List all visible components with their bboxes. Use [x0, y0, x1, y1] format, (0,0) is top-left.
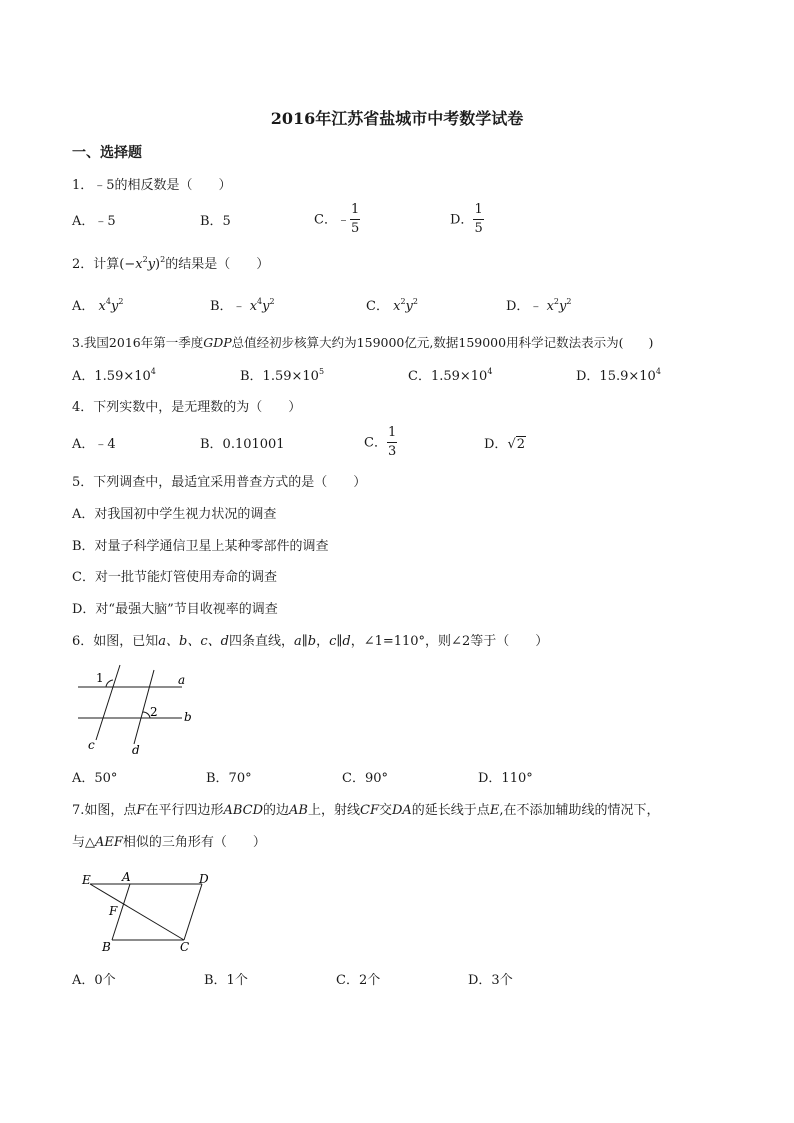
- q6-stem-suffix: ，∠1=110°，则∠2等于（ ）: [350, 634, 549, 649]
- text: 7.如图，点: [72, 803, 137, 818]
- text: 的延长线于点: [411, 803, 490, 818]
- var: AEF: [95, 835, 123, 850]
- exponent: 2: [412, 296, 418, 306]
- q1-option-b: B．5: [200, 214, 231, 229]
- var-y: y: [559, 299, 567, 314]
- q3-stem-suffix: 总值经初步核算大约为159000亿元,数据159000用科学记数法表示为( ): [231, 335, 654, 350]
- option-prefix: A．: [72, 299, 95, 314]
- side-cd: [184, 884, 202, 940]
- label-angle-1: 1: [96, 671, 104, 685]
- text: 的边: [263, 803, 290, 818]
- var-y: y: [262, 299, 270, 314]
- q3-option-c: [408, 366, 493, 384]
- q5-option-b: B．对量子科学通信卫星上某种零部件的调查: [72, 539, 329, 554]
- denominator: 3: [387, 443, 397, 459]
- var: DA: [391, 803, 412, 818]
- q6-stem-mid: 四条直线，: [228, 634, 294, 649]
- q2-stem-prefix: 2．计算: [72, 257, 120, 272]
- q6-option-d: D．110°: [478, 771, 533, 786]
- exponent: 4: [105, 296, 111, 306]
- q2-stem-suffix: 的结果是（ ）: [165, 257, 270, 272]
- question-6-stem: [72, 635, 548, 648]
- q1-option-d: [450, 203, 484, 237]
- q5-option-c: C．对一批节能灯管使用寿命的调查: [72, 570, 277, 585]
- sqrt-symbol: √2: [507, 437, 526, 452]
- section-heading: 一、选择题: [72, 145, 142, 161]
- label-d: D: [199, 872, 209, 886]
- exponent: 4: [655, 366, 661, 376]
- label-b: b: [184, 710, 192, 724]
- var-x: x: [98, 299, 106, 314]
- radicand: 2: [516, 437, 526, 452]
- q6-stem-prefix: 6．如图，已知: [72, 634, 159, 649]
- q6-vars: a、b、c、d: [158, 634, 229, 649]
- q2-expr-open: (−: [119, 257, 136, 272]
- denominator: 5: [474, 220, 483, 236]
- question-7-stem-line-1: [72, 804, 659, 817]
- var-x: x: [393, 299, 401, 314]
- label-d: d: [132, 743, 140, 757]
- q7-figure: [76, 868, 226, 958]
- text: 交: [378, 803, 392, 818]
- text: 在平行四边形: [145, 803, 224, 818]
- question-1-stem: 1．﹣5的相反数是（ ）: [72, 178, 232, 193]
- angle-2-arc: [143, 712, 150, 718]
- angle-1-arc: [106, 680, 113, 687]
- q2-expr-close: ): [155, 257, 161, 272]
- var-x: x: [249, 299, 258, 314]
- label-b: B: [102, 940, 111, 954]
- exponent: 2: [566, 296, 572, 306]
- q2-var-x: x: [135, 257, 143, 272]
- q6-option-a: A．50°: [72, 771, 118, 786]
- question-2-stem: [72, 254, 270, 272]
- label-f: F: [109, 904, 118, 918]
- exponent: 4: [150, 366, 156, 376]
- label-c: c: [88, 738, 95, 752]
- q6-parallel-2: c∥d: [329, 634, 351, 649]
- var: ABCD: [223, 803, 264, 818]
- question-7-stem-line-2: [72, 836, 266, 849]
- q4-option-b: B．0.101001: [200, 437, 285, 452]
- option-prefix: B．﹣: [210, 299, 246, 314]
- q6-option-c: C．90°: [342, 771, 388, 786]
- option-base: C．1.59×10: [408, 369, 488, 384]
- q6-figure: [72, 660, 212, 760]
- label-e: E: [82, 873, 91, 887]
- q4-option-c-fraction: [387, 426, 397, 460]
- q1-option-c: [314, 203, 360, 237]
- option-prefix: C．: [364, 435, 387, 451]
- q2-exp: 2: [142, 254, 148, 264]
- q3-option-b: [240, 366, 325, 384]
- q7-option-d: D．3个: [468, 973, 513, 988]
- label-a: A: [122, 870, 131, 884]
- q7-option-b: B．1个: [204, 973, 248, 988]
- option-prefix: C．: [366, 299, 389, 314]
- q4-option-c: [364, 426, 397, 460]
- q2-var-y: y: [147, 257, 156, 272]
- numerator: 1: [387, 426, 397, 443]
- exponent: 2: [269, 296, 275, 306]
- label-c: C: [180, 940, 190, 954]
- text: ,在不添加辅助线的情况下，: [499, 803, 660, 818]
- exponent: 4: [487, 366, 493, 376]
- text: 上，射线: [307, 803, 360, 818]
- option-prefix: D．﹣: [506, 299, 543, 314]
- q3-option-d: [576, 366, 661, 384]
- page-title: 2016年江苏省盐城市中考数学试卷: [270, 109, 524, 128]
- numerator: 1: [473, 203, 483, 220]
- q1-option-a: A．﹣5: [72, 214, 116, 229]
- var: CF: [360, 803, 379, 818]
- q6-option-b: B．70°: [206, 771, 252, 786]
- option-base: B．1.59×10: [240, 369, 319, 384]
- var: AB: [289, 803, 308, 818]
- question-5-stem: 5．下列调查中，最适宜采用普查方式的是（ ）: [72, 475, 367, 490]
- var: E: [489, 803, 500, 818]
- exponent: 5: [318, 366, 325, 376]
- text: 相似的三角形有（ ）: [122, 835, 266, 850]
- exponent: 2: [400, 296, 406, 306]
- label-angle-2: 2: [150, 705, 158, 719]
- q3-gdp: GDP: [203, 335, 232, 350]
- q5-option-a: A．对我国初中学生视力状况的调查: [72, 507, 277, 522]
- var-y: y: [110, 299, 119, 314]
- q6-parallel-1: a∥b: [293, 634, 317, 649]
- text: 与△: [72, 835, 95, 850]
- exponent: 2: [553, 296, 560, 306]
- q2-option-b: [210, 296, 275, 314]
- q7-option-c: C．2个: [336, 973, 381, 988]
- var-y: y: [405, 299, 413, 314]
- question-3-stem: [72, 337, 653, 350]
- q3-stem-prefix: 3.我国2016年第一季度: [72, 335, 204, 350]
- q1-option-c-fraction: [350, 203, 360, 237]
- q7-option-a: A．0个: [72, 973, 116, 988]
- question-4-stem: 4．下列实数中，是无理数的为（ ）: [72, 400, 302, 415]
- option-prefix: D．: [484, 437, 508, 452]
- var: F: [136, 803, 146, 818]
- q1-option-d-fraction: [473, 203, 483, 237]
- label-a: a: [178, 673, 186, 687]
- q2-option-a: [72, 296, 124, 314]
- q5-option-d: D．对“最强大脑”节目收视率的调查: [72, 602, 278, 617]
- exponent: 2: [118, 296, 124, 306]
- q2-option-c: [366, 296, 418, 314]
- var-x: x: [546, 299, 554, 314]
- ray-cf: [90, 884, 184, 940]
- option-base: D．15.9×10: [576, 369, 656, 384]
- exponent: 4: [257, 296, 263, 306]
- q3-option-a: [72, 366, 156, 384]
- option-base: A．1.59×10: [72, 369, 151, 384]
- q1-option-c-prefix: C．﹣: [314, 212, 350, 228]
- numerator: 1: [350, 203, 360, 220]
- q2-outer-exp: 2: [160, 254, 166, 264]
- q1-option-d-prefix: D．: [450, 212, 474, 228]
- q4-option-a: A．﹣4: [72, 437, 116, 452]
- denominator: 5: [350, 220, 360, 236]
- q2-option-d: [506, 296, 572, 314]
- q4-option-d: [484, 436, 526, 451]
- q6-sep: ，: [316, 634, 330, 649]
